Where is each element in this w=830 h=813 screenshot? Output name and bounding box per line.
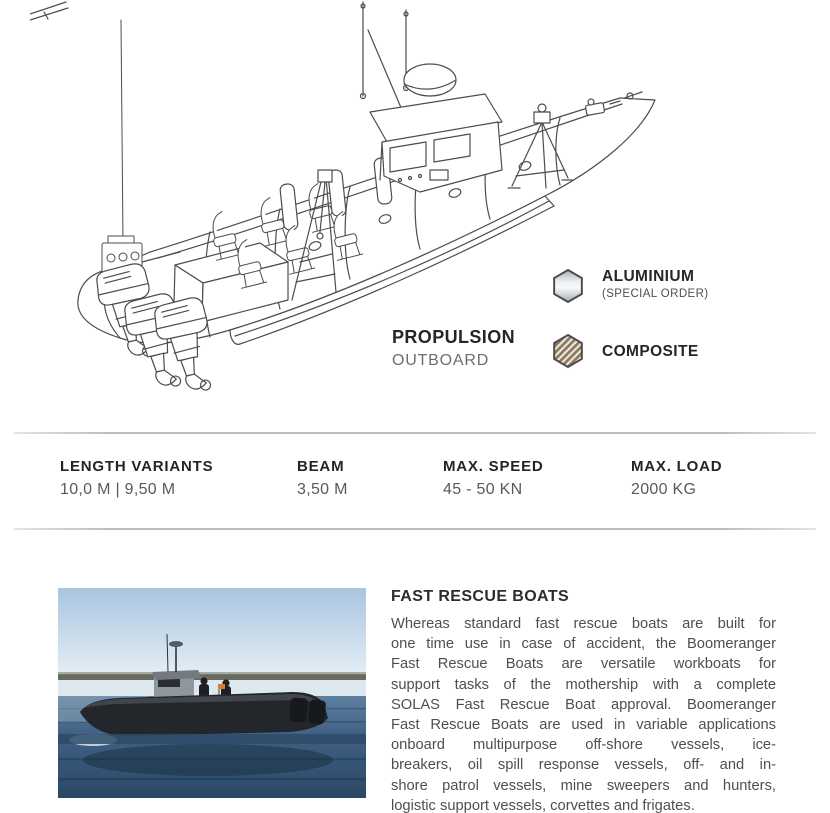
spec-label: MAX. LOAD xyxy=(631,458,723,475)
divider-line xyxy=(14,528,816,530)
intro-paragraph-line: Whereas standard fast rescue boats are built for xyxy=(391,616,776,632)
material-name: ALUMINIUM xyxy=(602,268,695,285)
photo-sky xyxy=(58,588,366,680)
material-aluminium xyxy=(552,268,709,304)
divider-line xyxy=(14,432,816,434)
intro-paragraph-line: support tasks of the mothership with a complete xyxy=(391,676,776,693)
intro-paragraph-line: one time use in case of accident, the Boomeranger xyxy=(391,636,776,653)
photo-boat-reflection xyxy=(83,744,333,776)
spec-label: MAX. SPEED xyxy=(443,458,544,475)
spec-value: 45 - 50 KN xyxy=(443,481,523,498)
spec-max-speed xyxy=(443,458,544,499)
spec-length-variants xyxy=(60,458,213,499)
material-composite xyxy=(552,333,699,369)
intro-paragraph-line: Fast Rescue Boats are versatile workboats for xyxy=(391,656,776,673)
material-name: COMPOSITE xyxy=(602,343,699,360)
intro-paragraph-line: onboard multipurpose off-shore vessels, ice- xyxy=(391,737,776,754)
spec-beam xyxy=(297,458,348,499)
intro-paragraph-line: SOLAS Fast Rescue Boat approval. Boomeranger xyxy=(391,696,776,713)
spec-value: 2000 KG xyxy=(631,481,697,498)
spec-label: LENGTH VARIANTS xyxy=(60,458,214,475)
radar-dome xyxy=(404,64,456,96)
intro-heading: FAST RESCUE BOATS xyxy=(391,588,570,605)
corner-fragment xyxy=(30,2,68,20)
propulsion-block xyxy=(392,327,515,370)
intro-paragraph-line: Fast Rescue Boats are used in variable applications xyxy=(391,717,776,734)
whip-antenna xyxy=(102,20,142,273)
aluminium-hex-icon xyxy=(552,268,584,304)
boat-photo xyxy=(58,588,366,798)
composite-hex-icon xyxy=(552,333,584,369)
spec-value: 10,0 M | 9,50 M xyxy=(60,481,176,498)
material-note: (SPECIAL ORDER) xyxy=(602,288,709,300)
propulsion-label: PROPULSION xyxy=(392,327,516,347)
specs-bar xyxy=(0,458,830,518)
intro-paragraph-line: breakers, oil spill response vessels, off- and in- xyxy=(391,757,776,774)
intro-paragraph-line: shore patrol vessels, mine sweepers and hunters, xyxy=(391,777,776,794)
propulsion-value: OUTBOARD xyxy=(392,352,490,369)
spec-max-load xyxy=(631,458,722,499)
intro-section xyxy=(391,588,776,813)
photo-ice-strip xyxy=(58,680,366,696)
intro-paragraph-line: logistic support vessels, corvettes and frigates. xyxy=(391,797,695,813)
spec-value: 3,50 M xyxy=(297,481,348,498)
spec-label: BEAM xyxy=(297,458,345,475)
